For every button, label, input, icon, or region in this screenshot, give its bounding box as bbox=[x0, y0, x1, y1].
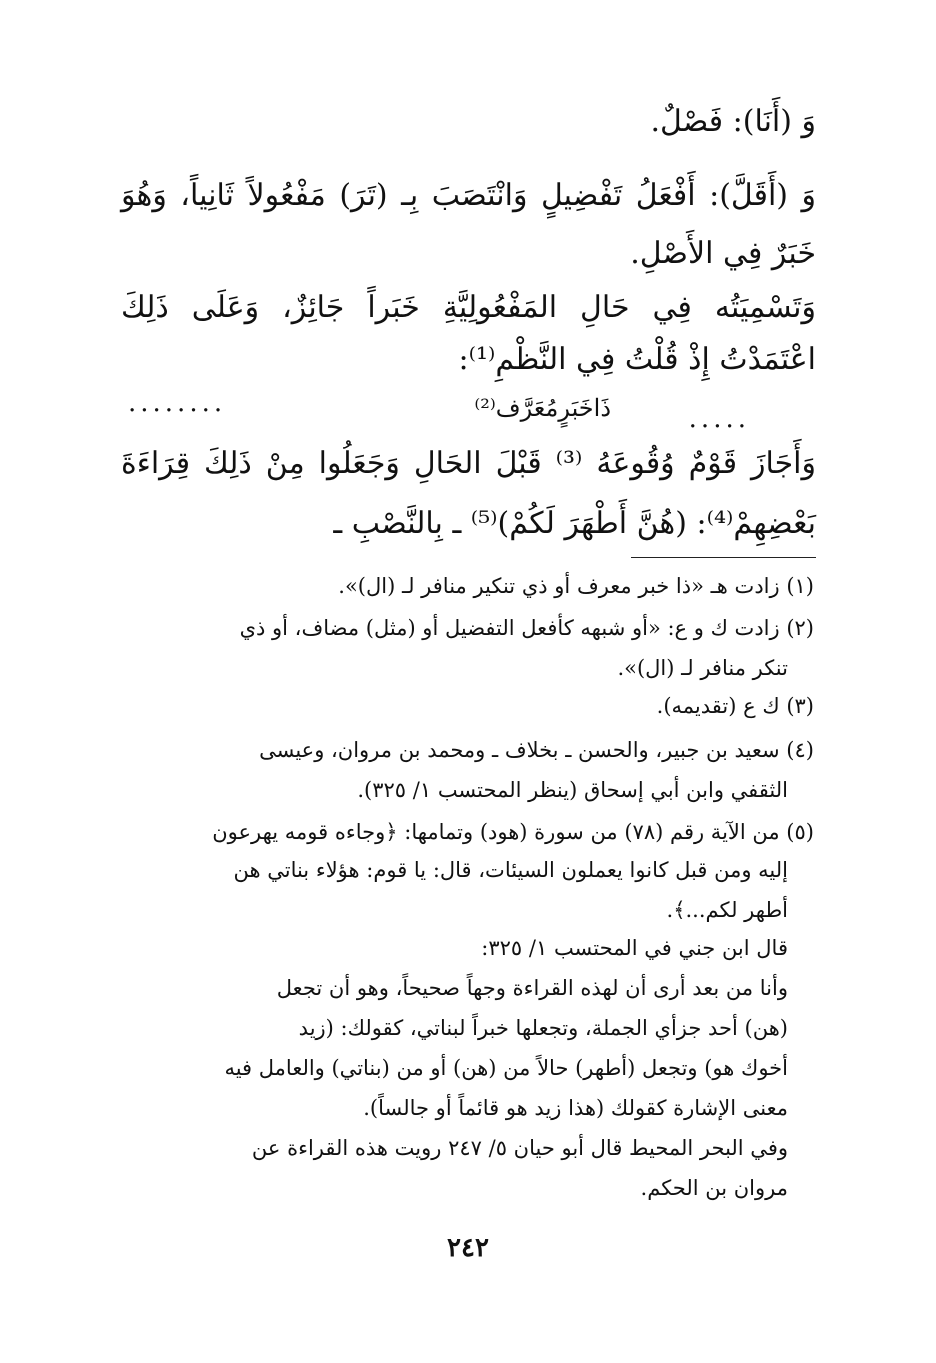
verse-first-hemistich: ذَاخَبَرٍمُعَرَّف⁽²⁾ bbox=[474, 394, 611, 422]
footnote-5-bahr: وفي البحر المحيط قال أبو حيان ٥/ ٢٤٧ رويت هذه القراءة عن bbox=[251, 1136, 788, 1160]
footnote-5-quote-4: معنى الإشارة كقولك (هذا زيد هو قائماً أو جالساً). bbox=[363, 1096, 788, 1120]
verse-ellipsis-right: ..... bbox=[688, 404, 750, 434]
footnote-3: (٣) ك ع (تقديمه). bbox=[656, 694, 814, 718]
footnote-1: (١) زادت هـ «ذا خبر معرف أو ذي تنكير منافر لـ (ال)». bbox=[338, 574, 814, 598]
page-number: ٢٤٢ bbox=[447, 1233, 489, 1263]
main-text-line-3: خَبَرٌ فِي الأَصْلِ. bbox=[630, 236, 816, 271]
main-text-line-5: اعْتَمَدْتُ إِذْ قُلْتُ فِي النَّظْمِ⁽¹⁾: bbox=[458, 342, 816, 377]
footnote-5-quote-1: وأنا من بعد أرى أن لهذه القراءة وجهاً صحيحاً، وهو أن تجعل bbox=[276, 976, 788, 1000]
main-text-line-2: وَ (أَقَلَّ): أَفْعَلُ تَفْضِيلٍ وَانْتَصَبَ بِـ (تَرَ) مَفْعُولاً ثَانِياً، وَهُوَ bbox=[121, 178, 816, 213]
footnote-5-quote-3: أخوك هو) وتجعل (أطهر) حالاً من (هن) أو من (بناتي) والعامل فيه bbox=[224, 1056, 788, 1080]
main-text-line-7: بَعْضِهِمْ⁽⁴⁾: (هُنَّ أَطْهَرَ لَكُمْ)⁽⁵⁾ ـ بِالنَّصْبِ ـ bbox=[333, 506, 816, 541]
footnote-5-quote-2: (هن) أحد جزأي الجملة، وتجعلها خبراً لبناتي، كقولك: (زيد bbox=[298, 1016, 788, 1040]
footnote-4: (٤) سعيد بن جبير، والحسن ـ بخلاف ـ ومحمد بن مروان، وعيسى bbox=[259, 738, 814, 762]
footnote-5: (٥) من الآية رقم (٧٨) من سورة (هود) وتمامها: ﴿وجاءه قومه يهرعون bbox=[212, 820, 814, 844]
footnote-5-bahr-cont: مروان بن الحكم. bbox=[640, 1176, 788, 1200]
main-text-line-6: وَأَجَازَ قَوْمٌ وُقُوعَهُ ⁽³⁾ قَبْلَ الحَالِ وَجَعَلُوا مِنْ ذَلِكَ قِرَاءَةَ bbox=[121, 446, 816, 481]
main-text-line-4: وَتَسْمِيَتُه فِي حَالِ المَفْعُولِيَّةِ خَبَراً جَائِزٌ، وَعَلَى ذَلِكَ bbox=[121, 290, 816, 325]
footnote-5-cont-2: أطهر لكم...﴾. bbox=[666, 898, 788, 922]
footnote-2-cont: تنكر منافر لـ (ال)». bbox=[617, 656, 788, 680]
footnote-5-cont-1: إليه ومن قبل كانوا يعملون السيئات، قال: يا قوم: هؤلاء بناتي هن bbox=[233, 858, 788, 882]
footnote-separator bbox=[631, 557, 816, 558]
footnote-2: (٢) زادت ك و ع: «أو شبهه كأفعل التفضيل أو (مثل) مضاف، أو ذي bbox=[239, 616, 814, 640]
footnote-4-cont: الثقفي وابن أبي إسحاق (ينظر المحتسب ١/ ٣٢٥). bbox=[357, 778, 788, 802]
verse-ellipsis-left: ........ bbox=[128, 388, 227, 418]
footnote-5-ibn-jinni: قال ابن جني في المحتسب ١/ ٣٢٥: bbox=[481, 936, 788, 960]
main-text-line-1: وَ (أَنَا): فَصْلٌ. bbox=[650, 104, 816, 139]
